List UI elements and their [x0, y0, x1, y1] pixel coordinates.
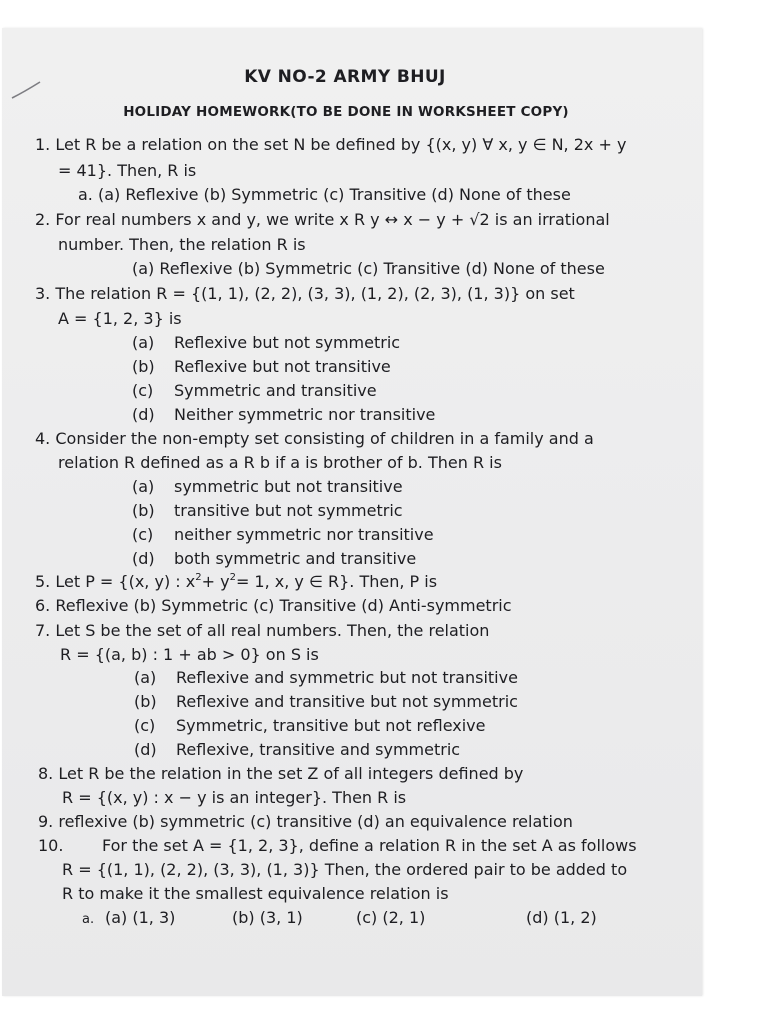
q3-line2: A = {1, 2, 3} is	[58, 309, 182, 328]
q2-line2: number. Then, the relation R is	[58, 235, 306, 254]
page-subtitle: HOLIDAY HOMEWORK(TO BE DONE IN WORKSHEET COPY)	[123, 104, 569, 120]
option-text: both symmetric and transitive	[174, 549, 417, 568]
option-text: Reflexive and symmetric but not transitive	[176, 668, 518, 687]
page-title: KV NO-2 ARMY BHUJ	[244, 67, 446, 87]
q10-line1: For the set A = {1, 2, 3}, define a relation R in the set A as follows	[102, 836, 637, 855]
q9-line1: 9. reflexive (b) symmetric (c) transitive (d) an equivalence relation	[38, 812, 573, 831]
q10-line2: R = {(1, 1), (2, 2), (3, 3), (1, 3)} Then, the ordered pair to be added to	[62, 860, 628, 879]
q3-line1: 3. The relation R = {(1, 1), (2, 2), (3, 3), (1, 2), (2, 3), (1, 3)} on set	[35, 284, 575, 303]
q1-line1: 1. Let R be a relation on the set N be defined by {(x, y) ∀ x, y ∈ N, 2x + y	[35, 135, 627, 154]
option-text: Reflexive but not symmetric	[174, 333, 401, 352]
q3-option-c	[132, 381, 377, 401]
q7-option-d	[134, 740, 460, 760]
q3-option-a	[132, 333, 400, 353]
option-text: transitive but not symmetric	[174, 501, 403, 520]
q4-option-c	[132, 525, 434, 545]
q8-line1: 8. Let R be the relation in the set Z of all integers defined by	[38, 764, 524, 783]
q4-line1: 4. Consider the non-empty set consisting of children in a family and a	[35, 429, 594, 448]
option-text: Reflexive but not transitive	[174, 357, 391, 376]
q7-option-b	[134, 692, 518, 712]
q7-line1: 7. Let S be the set of all real numbers. Then, the relation	[35, 621, 490, 640]
q4-option-d	[132, 549, 416, 569]
q5-line1	[35, 572, 437, 592]
q8-line2: R = {(x, y) : x − y is an integer}. Then R is	[62, 788, 407, 807]
option-label: (b)	[132, 501, 155, 520]
q6-line1: 6. Reflexive (b) Symmetric (c) Transitive (d) Anti-symmetric	[35, 596, 512, 615]
option-text: neither symmetric nor transitive	[174, 525, 434, 544]
superscript-2: 2	[195, 571, 202, 583]
q4-line2: relation R defined as a R b if a is brother of b. Then R is	[58, 453, 502, 472]
q10-number: 10.	[38, 836, 64, 855]
option-text: Reflexive, transitive and symmetric	[176, 740, 461, 759]
option-text: Symmetric and transitive	[174, 381, 377, 400]
option-text: symmetric but not transitive	[174, 477, 403, 496]
option-text: Symmetric, transitive but not reflexive	[176, 716, 486, 735]
option-label: (d)	[132, 405, 155, 424]
q5-text-mid: + y	[201, 572, 230, 591]
q1-line2: = 41}. Then, R is	[58, 161, 197, 180]
option-label: (c)	[134, 716, 156, 735]
q10-line3: R to make it the smallest equivalence relation is	[62, 884, 449, 903]
q2-options: (a) Reflexive (b) Symmetric (c) Transitive (d) None of these	[132, 259, 605, 278]
q5-text-post: = 1, x, y ∈ R}. Then, P is	[235, 572, 438, 591]
q7-option-c	[134, 716, 485, 736]
option-text: Reflexive and transitive but not symmetric	[176, 692, 518, 711]
q10-option-b: (b) (3, 1)	[232, 908, 303, 927]
option-label: (a)	[132, 333, 155, 352]
q7-line2: R = {(a, b) : 1 + ab > 0} on S is	[60, 645, 319, 664]
q3-option-d	[132, 405, 435, 425]
superscript-2: 2	[229, 571, 236, 583]
option-label: (c)	[132, 381, 154, 400]
option-label: (b)	[132, 357, 155, 376]
option-label: (d)	[134, 740, 157, 759]
q10-option-prefix: a.	[82, 912, 95, 927]
q1-options: a. (a) Reflexive (b) Symmetric (c) Transitive (d) None of these	[78, 185, 571, 204]
q5-text-pre: 5. Let P = {(x, y) : x	[35, 572, 196, 591]
option-label: (c)	[132, 525, 154, 544]
q10-option-d: (d) (1, 2)	[526, 908, 597, 927]
option-label: (a)	[132, 477, 155, 496]
option-text: Neither symmetric nor transitive	[174, 405, 436, 424]
q2-line1: 2. For real numbers x and y, we write x R y ↔ x − y + √2 is an irrational	[35, 210, 610, 229]
q3-option-b	[132, 357, 391, 377]
option-label: (b)	[134, 692, 157, 711]
q10-option-c: (c) (2, 1)	[356, 908, 426, 927]
q4-option-a	[132, 477, 403, 497]
option-label: (d)	[132, 549, 155, 568]
option-label: (a)	[134, 668, 157, 687]
q10-option-a: (a) (1, 3)	[105, 908, 176, 927]
q7-option-a	[134, 668, 518, 688]
q4-option-b	[132, 501, 403, 521]
